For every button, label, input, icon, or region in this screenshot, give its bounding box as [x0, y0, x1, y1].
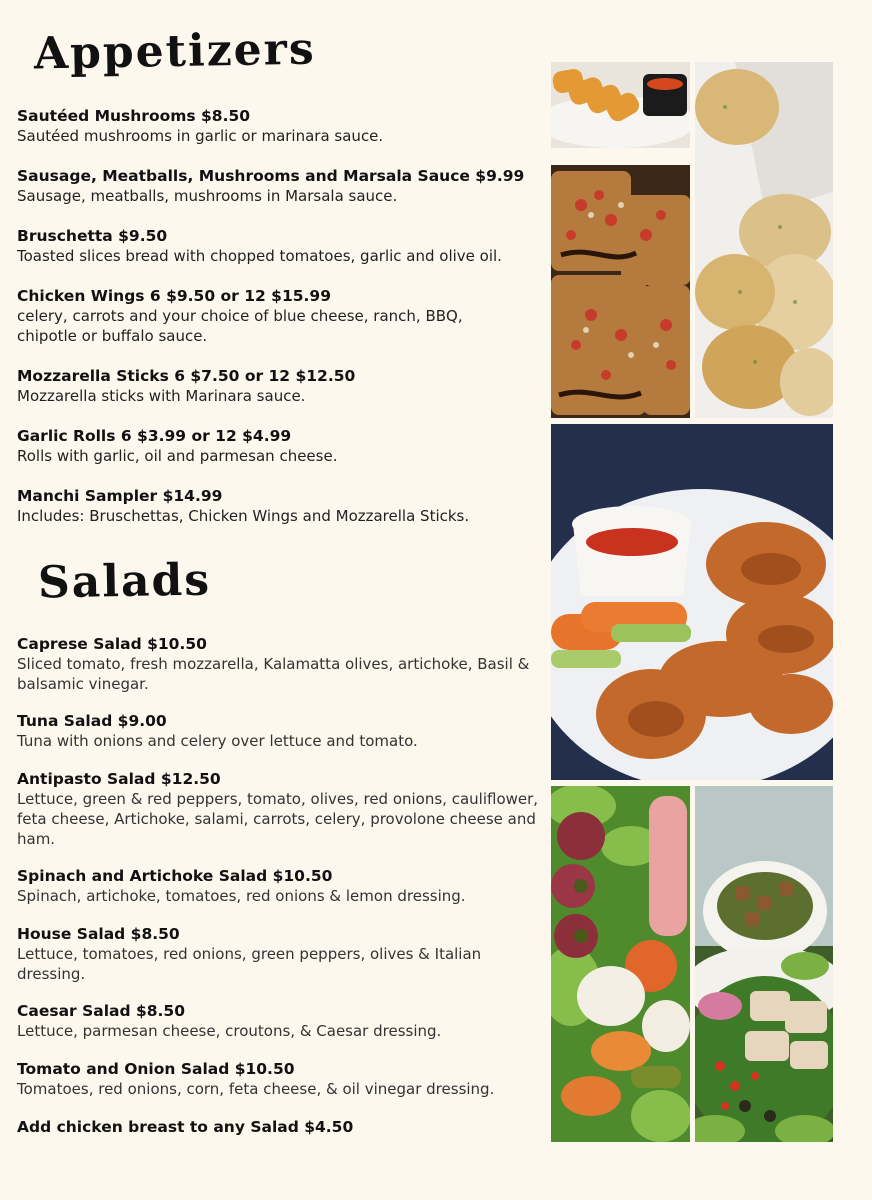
item-description: Tuna with onions and celery over lettuce and tomato. — [17, 732, 418, 750]
menu-item — [17, 106, 545, 166]
item-title: Antipasto Salad $12.50 — [17, 770, 221, 788]
item-title: Tomato and Onion Salad $10.50 — [17, 1060, 295, 1078]
item-title: Tuna Salad $9.00 — [17, 712, 167, 730]
item-description: Tomatoes, red onions, corn, feta cheese, & oil vinegar dressing. — [17, 1080, 495, 1098]
menu-item — [17, 426, 545, 486]
item-title: Sausage, Meatballs, Mushrooms and Marsala Sauce $9.99 — [17, 167, 525, 185]
item-title: Caesar Salad $8.50 — [17, 1002, 185, 1020]
menu-item — [17, 769, 545, 866]
salads-heading: Salads — [37, 554, 212, 609]
menu-item — [17, 166, 545, 226]
menu-item — [17, 226, 545, 286]
item-description: Sausage, meatballs, mushrooms in Marsala sauce. — [17, 187, 398, 205]
item-description: Lettuce, tomatoes, red onions, green peppers, olives & Italian dressing. — [17, 945, 482, 983]
item-description: Lettuce, green & red peppers, tomato, olives, red onions, cauliflower, feta cheese, Artichoke, salami, carrots, celery, provolone cheese and ham. — [17, 790, 539, 848]
item-title: Garlic Rolls 6 $3.99 or 12 $4.99 — [17, 427, 292, 445]
menu-item — [17, 366, 545, 426]
chicken-salad-photo — [695, 786, 833, 1142]
item-title: Caprese Salad $10.50 — [17, 635, 207, 653]
menu-item — [17, 711, 545, 769]
item-title: Mozzarella Sticks 6 $7.50 or 12 $12.50 — [17, 367, 356, 385]
menu-item — [17, 924, 545, 1001]
item-title: House Salad $8.50 — [17, 925, 180, 943]
garlic-rolls-photo — [695, 62, 833, 418]
item-description: Sautéed mushrooms in garlic or marinara sauce. — [17, 127, 384, 145]
bruschetta-photo — [551, 165, 690, 418]
item-description: celery, carrots and your choice of blue cheese, ranch, BBQ, chipotle or buffalo sauce. — [17, 307, 463, 345]
menu-item — [17, 634, 545, 711]
item-description: Includes: Bruschettas, Chicken Wings and Mozzarella Sticks. — [17, 507, 470, 525]
menu-item — [17, 866, 545, 924]
salads-list — [17, 634, 545, 1137]
menu-item — [17, 1059, 545, 1117]
appetizers-heading: Appetizers — [33, 23, 317, 80]
menu-item — [17, 286, 545, 366]
menu-item — [17, 1001, 545, 1059]
item-title: Manchi Sampler $14.99 — [17, 487, 223, 505]
item-description: Sliced tomato, fresh mozzarella, Kalamatta olives, artichoke, Basil & balsamic vinegar. — [17, 655, 530, 693]
item-title: Spinach and Artichoke Salad $10.50 — [17, 867, 333, 885]
item-title: Chicken Wings 6 $9.50 or 12 $15.99 — [17, 287, 331, 305]
item-title: Sautéed Mushrooms $8.50 — [17, 107, 251, 125]
mozzarella-sticks-photo — [551, 62, 690, 148]
item-description: Rolls with garlic, oil and parmesan cheese. — [17, 447, 338, 465]
item-description: Spinach, artichoke, tomatoes, red onions & lemon dressing. — [17, 887, 466, 905]
item-description: Mozzarella sticks with Marinara sauce. — [17, 387, 306, 405]
item-description: Lettuce, parmesan cheese, croutons, & Caesar dressing. — [17, 1022, 442, 1040]
appetizers-list — [17, 106, 545, 546]
antipasto-salad-photo — [551, 786, 690, 1142]
menu-item — [17, 486, 545, 546]
menu-item — [17, 1117, 545, 1137]
item-description: Toasted slices bread with chopped tomatoes, garlic and olive oil. — [17, 247, 502, 265]
salad-addon-note: Add chicken breast to any Salad $4.50 — [17, 1118, 354, 1136]
item-title: Bruschetta $9.50 — [17, 227, 168, 245]
chicken-wings-photo — [551, 424, 833, 780]
